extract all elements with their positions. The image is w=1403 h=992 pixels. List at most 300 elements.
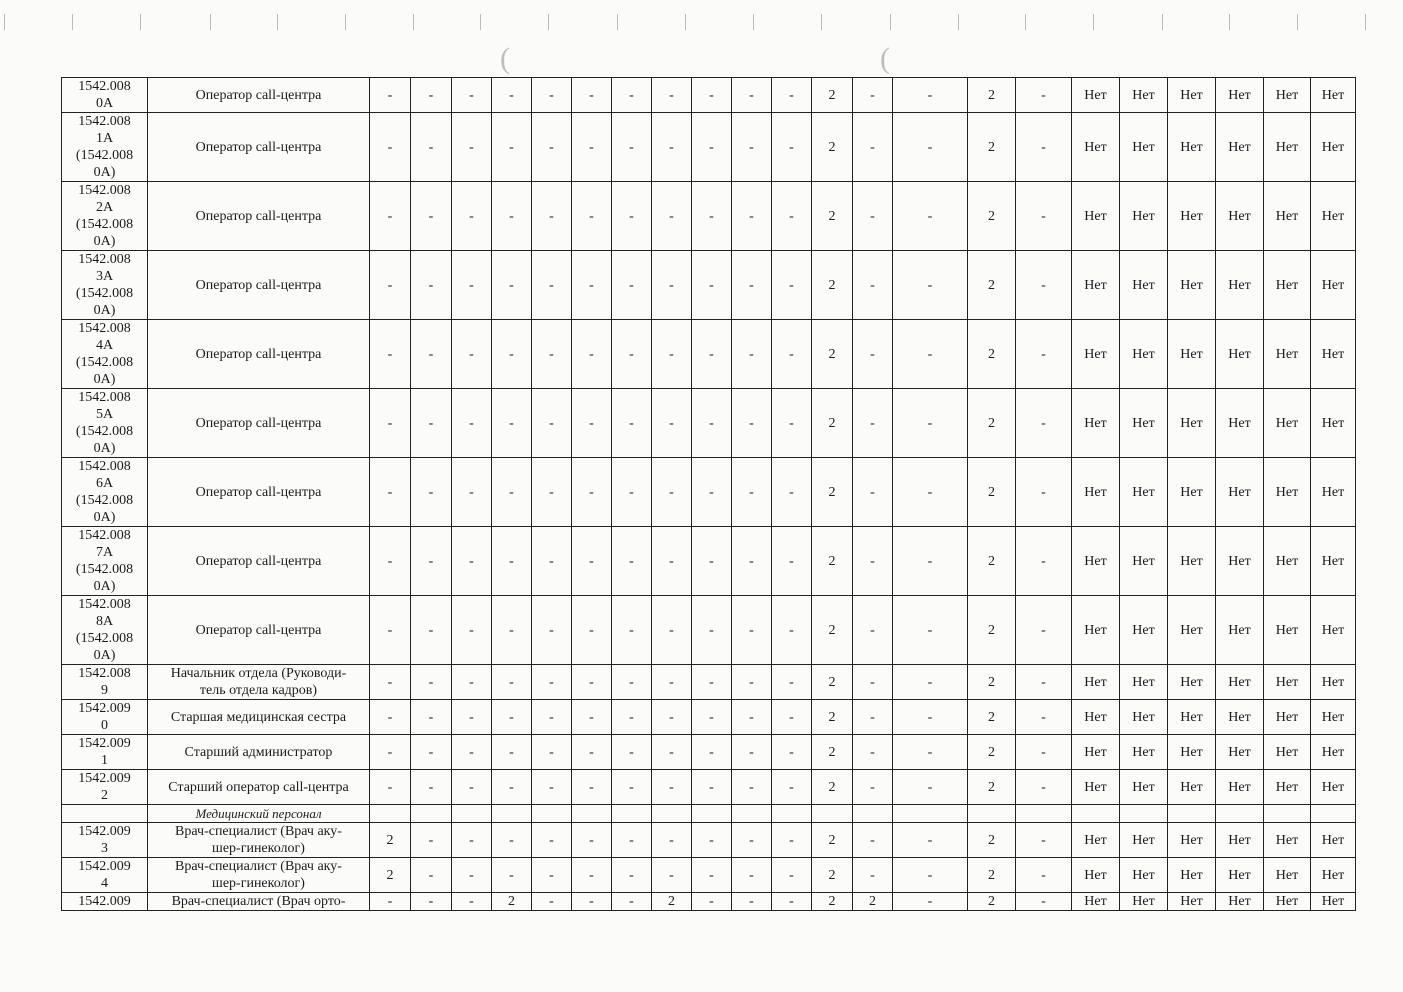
- class-value-cell: -: [612, 320, 652, 389]
- class-value-cell: -: [1016, 735, 1072, 770]
- class-value-cell: -: [572, 527, 612, 596]
- flag-cell: Нет: [1072, 823, 1120, 858]
- class-value-cell: -: [732, 458, 772, 527]
- class-value-cell: -: [572, 458, 612, 527]
- class-value-cell: -: [1016, 113, 1072, 182]
- row-position-name: Оператор call-центра: [148, 596, 370, 665]
- flag-cell: Нет: [1072, 893, 1120, 911]
- class-value-cell: -: [572, 320, 612, 389]
- class-value-cell: -: [411, 527, 452, 596]
- class-value-cell: -: [692, 893, 732, 911]
- flag-cell: Нет: [1264, 596, 1311, 665]
- class-value-cell: -: [1016, 182, 1072, 251]
- class-value-cell: -: [772, 113, 812, 182]
- scan-tick: [958, 14, 959, 30]
- flag-cell: Нет: [1168, 113, 1216, 182]
- class-value-cell: -: [452, 78, 492, 113]
- class-value-cell: -: [411, 78, 452, 113]
- class-value-cell: -: [1016, 458, 1072, 527]
- class-value-cell: -: [532, 389, 572, 458]
- class-value-cell: -: [452, 596, 492, 665]
- flag-cell: Нет: [1072, 182, 1120, 251]
- class-value-cell: -: [492, 78, 532, 113]
- class-value-cell: 2: [812, 665, 853, 700]
- table-row: [62, 320, 1356, 389]
- flag-cell: Нет: [1264, 823, 1311, 858]
- class-value-cell: -: [572, 700, 612, 735]
- class-value-cell: -: [652, 527, 692, 596]
- class-value-cell: -: [492, 700, 532, 735]
- flag-cell: Нет: [1168, 320, 1216, 389]
- class-value-cell: -: [772, 596, 812, 665]
- class-value-cell: -: [532, 770, 572, 805]
- flag-cell: Нет: [1216, 251, 1264, 320]
- flag-cell: Нет: [1120, 320, 1168, 389]
- row-code: 1542.008 0А: [62, 78, 148, 113]
- table-row: [62, 805, 1356, 823]
- class-value-cell: -: [652, 78, 692, 113]
- flag-cell: Нет: [1216, 458, 1264, 527]
- flag-cell: Нет: [1311, 735, 1356, 770]
- class-value-cell: -: [893, 182, 968, 251]
- class-value-cell: -: [612, 527, 652, 596]
- class-value-cell: -: [612, 596, 652, 665]
- flag-cell: Нет: [1311, 389, 1356, 458]
- empty-cell: [652, 805, 692, 823]
- class-value-cell: -: [411, 823, 452, 858]
- row-position-name: Начальник отдела (Руководи- тель отдела кадров): [148, 665, 370, 700]
- empty-cell: [1072, 805, 1120, 823]
- class-value-cell: -: [893, 770, 968, 805]
- row-position-name: Оператор call-центра: [148, 78, 370, 113]
- flag-cell: Нет: [1072, 596, 1120, 665]
- scan-tick: [345, 14, 346, 30]
- flag-cell: Нет: [1216, 665, 1264, 700]
- class-value-cell: -: [853, 527, 893, 596]
- scan-tick: [890, 14, 891, 30]
- class-value-cell: -: [1016, 389, 1072, 458]
- row-code: 1542.008 7А (1542.008 0А): [62, 527, 148, 596]
- class-value-cell: -: [692, 823, 732, 858]
- table-row: [62, 858, 1356, 893]
- flag-cell: Нет: [1120, 458, 1168, 527]
- flag-cell: Нет: [1264, 389, 1311, 458]
- class-value-cell: -: [411, 700, 452, 735]
- class-value-cell: -: [732, 596, 772, 665]
- flag-cell: Нет: [1216, 823, 1264, 858]
- class-value-cell: -: [652, 458, 692, 527]
- class-value-cell: 2: [968, 78, 1016, 113]
- class-value-cell: 2: [812, 389, 853, 458]
- class-value-cell: -: [532, 182, 572, 251]
- class-value-cell: -: [893, 823, 968, 858]
- class-value-cell: 2: [968, 823, 1016, 858]
- flag-cell: Нет: [1216, 735, 1264, 770]
- class-value-cell: -: [652, 251, 692, 320]
- class-value-cell: -: [772, 182, 812, 251]
- class-value-cell: 2: [968, 527, 1016, 596]
- class-value-cell: -: [853, 320, 893, 389]
- empty-cell: [1168, 805, 1216, 823]
- table-row: [62, 527, 1356, 596]
- flag-cell: Нет: [1072, 858, 1120, 893]
- class-value-cell: -: [452, 182, 492, 251]
- class-value-cell: 2: [812, 78, 853, 113]
- empty-cell: [1216, 805, 1264, 823]
- flag-cell: Нет: [1264, 735, 1311, 770]
- row-position-name: Оператор call-центра: [148, 113, 370, 182]
- class-value-cell: -: [612, 858, 652, 893]
- class-value-cell: -: [411, 858, 452, 893]
- class-value-cell: -: [452, 113, 492, 182]
- flag-cell: Нет: [1311, 527, 1356, 596]
- empty-cell: [572, 805, 612, 823]
- class-value-cell: -: [732, 182, 772, 251]
- class-value-cell: -: [532, 596, 572, 665]
- class-value-cell: 2: [812, 858, 853, 893]
- class-value-cell: -: [532, 113, 572, 182]
- class-value-cell: -: [692, 735, 732, 770]
- class-value-cell: -: [732, 251, 772, 320]
- flag-cell: Нет: [1264, 320, 1311, 389]
- flag-cell: Нет: [1216, 893, 1264, 911]
- table-row: [62, 700, 1356, 735]
- class-value-cell: -: [612, 700, 652, 735]
- row-position-name: Оператор call-центра: [148, 320, 370, 389]
- row-position-name: Врач-специалист (Врач орто-: [148, 893, 370, 911]
- class-value-cell: -: [732, 113, 772, 182]
- class-value-cell: -: [572, 665, 612, 700]
- class-value-cell: -: [370, 389, 411, 458]
- class-value-cell: -: [893, 858, 968, 893]
- flag-cell: Нет: [1120, 389, 1168, 458]
- row-code: 1542.008 3А (1542.008 0А): [62, 251, 148, 320]
- class-value-cell: -: [652, 389, 692, 458]
- class-value-cell: -: [853, 665, 893, 700]
- class-value-cell: -: [853, 458, 893, 527]
- class-value-cell: -: [772, 823, 812, 858]
- class-value-cell: -: [652, 113, 692, 182]
- scan-tick: [548, 14, 549, 30]
- class-value-cell: -: [853, 858, 893, 893]
- class-value-cell: -: [370, 700, 411, 735]
- class-value-cell: -: [572, 78, 612, 113]
- flag-cell: Нет: [1216, 320, 1264, 389]
- class-value-cell: -: [732, 770, 772, 805]
- flag-cell: Нет: [1168, 527, 1216, 596]
- row-position-name: Оператор call-центра: [148, 458, 370, 527]
- flag-cell: Нет: [1072, 389, 1120, 458]
- class-value-cell: -: [370, 320, 411, 389]
- class-value-cell: 2: [968, 596, 1016, 665]
- class-value-cell: -: [612, 893, 652, 911]
- class-value-cell: -: [652, 700, 692, 735]
- class-value-cell: 2: [652, 893, 692, 911]
- class-value-cell: 2: [968, 458, 1016, 527]
- flag-cell: Нет: [1311, 78, 1356, 113]
- row-position-name: Врач-специалист (Врач аку- шер-гинеколог): [148, 858, 370, 893]
- flag-cell: Нет: [1311, 182, 1356, 251]
- flag-cell: Нет: [1168, 251, 1216, 320]
- class-value-cell: -: [853, 182, 893, 251]
- flag-cell: Нет: [1216, 527, 1264, 596]
- scan-tick: [210, 14, 211, 30]
- flag-cell: Нет: [1120, 527, 1168, 596]
- flag-cell: Нет: [1216, 770, 1264, 805]
- class-value-cell: -: [612, 78, 652, 113]
- scan-tick: [1365, 14, 1366, 30]
- empty-cell: [411, 805, 452, 823]
- class-value-cell: -: [692, 251, 732, 320]
- class-value-cell: -: [1016, 78, 1072, 113]
- class-value-cell: -: [411, 389, 452, 458]
- class-value-cell: -: [1016, 770, 1072, 805]
- flag-cell: Нет: [1120, 823, 1168, 858]
- class-value-cell: -: [492, 770, 532, 805]
- class-value-cell: -: [732, 665, 772, 700]
- class-value-cell: -: [1016, 700, 1072, 735]
- class-value-cell: -: [452, 389, 492, 458]
- class-value-cell: -: [612, 389, 652, 458]
- flag-cell: Нет: [1311, 770, 1356, 805]
- flag-cell: Нет: [1120, 858, 1168, 893]
- class-value-cell: -: [572, 770, 612, 805]
- class-value-cell: 2: [968, 182, 1016, 251]
- flag-cell: Нет: [1120, 596, 1168, 665]
- class-value-cell: -: [853, 770, 893, 805]
- flag-cell: Нет: [1168, 858, 1216, 893]
- class-value-cell: 2: [968, 113, 1016, 182]
- class-value-cell: -: [772, 78, 812, 113]
- flag-cell: Нет: [1168, 458, 1216, 527]
- flag-cell: Нет: [1120, 893, 1168, 911]
- flag-cell: Нет: [1120, 770, 1168, 805]
- section-label: Медицинский персонал: [148, 805, 370, 823]
- flag-cell: Нет: [1072, 700, 1120, 735]
- class-value-cell: -: [452, 527, 492, 596]
- flag-cell: Нет: [1120, 735, 1168, 770]
- flag-cell: Нет: [1311, 113, 1356, 182]
- flag-cell: Нет: [1120, 251, 1168, 320]
- class-value-cell: -: [692, 858, 732, 893]
- class-value-cell: -: [1016, 823, 1072, 858]
- class-value-cell: -: [532, 823, 572, 858]
- flag-cell: Нет: [1120, 665, 1168, 700]
- scan-tick: [413, 14, 414, 30]
- row-position-name: Оператор call-центра: [148, 182, 370, 251]
- class-value-cell: -: [492, 251, 532, 320]
- class-value-cell: -: [692, 458, 732, 527]
- class-value-cell: -: [370, 893, 411, 911]
- class-value-cell: -: [732, 527, 772, 596]
- class-value-cell: 2: [812, 735, 853, 770]
- row-code: 1542.008 5А (1542.008 0А): [62, 389, 148, 458]
- flag-cell: Нет: [1168, 893, 1216, 911]
- class-value-cell: -: [612, 770, 652, 805]
- table-row: [62, 182, 1356, 251]
- row-code: 1542.009 0: [62, 700, 148, 735]
- row-position-name: Оператор call-центра: [148, 251, 370, 320]
- empty-cell: [812, 805, 853, 823]
- class-value-cell: -: [452, 665, 492, 700]
- class-value-cell: -: [370, 458, 411, 527]
- flag-cell: Нет: [1072, 770, 1120, 805]
- class-value-cell: -: [452, 858, 492, 893]
- flag-cell: Нет: [1120, 113, 1168, 182]
- class-value-cell: -: [772, 389, 812, 458]
- flag-cell: Нет: [1311, 858, 1356, 893]
- class-value-cell: -: [370, 182, 411, 251]
- class-value-cell: -: [492, 113, 532, 182]
- class-value-cell: -: [612, 251, 652, 320]
- class-value-cell: -: [492, 858, 532, 893]
- class-value-cell: -: [893, 596, 968, 665]
- class-value-cell: -: [692, 389, 732, 458]
- flag-cell: Нет: [1072, 458, 1120, 527]
- class-value-cell: -: [772, 735, 812, 770]
- class-value-cell: -: [1016, 251, 1072, 320]
- class-value-cell: -: [772, 858, 812, 893]
- flag-cell: Нет: [1120, 182, 1168, 251]
- flag-cell: Нет: [1311, 596, 1356, 665]
- flag-cell: Нет: [1311, 700, 1356, 735]
- class-value-cell: -: [532, 78, 572, 113]
- class-value-cell: -: [492, 320, 532, 389]
- class-value-cell: -: [370, 113, 411, 182]
- class-value-cell: -: [692, 596, 732, 665]
- flag-cell: Нет: [1264, 182, 1311, 251]
- table-row: [62, 389, 1356, 458]
- flag-cell: Нет: [1311, 458, 1356, 527]
- row-code: 1542.009 1: [62, 735, 148, 770]
- flag-cell: Нет: [1120, 700, 1168, 735]
- class-value-cell: -: [652, 858, 692, 893]
- class-value-cell: -: [411, 113, 452, 182]
- class-value-cell: -: [692, 665, 732, 700]
- flag-cell: Нет: [1216, 113, 1264, 182]
- class-value-cell: -: [572, 893, 612, 911]
- flag-cell: Нет: [1168, 770, 1216, 805]
- class-value-cell: -: [732, 893, 772, 911]
- flag-cell: Нет: [1168, 389, 1216, 458]
- class-value-cell: -: [772, 770, 812, 805]
- scan-artifacts: [0, 14, 1403, 44]
- flag-cell: Нет: [1264, 893, 1311, 911]
- row-code: 1542.009 2: [62, 770, 148, 805]
- class-value-cell: -: [772, 665, 812, 700]
- class-value-cell: 2: [370, 823, 411, 858]
- class-value-cell: -: [853, 389, 893, 458]
- table-row: [62, 770, 1356, 805]
- class-value-cell: -: [692, 78, 732, 113]
- class-value-cell: -: [853, 700, 893, 735]
- empty-cell: [732, 805, 772, 823]
- class-value-cell: -: [732, 389, 772, 458]
- class-value-cell: -: [1016, 320, 1072, 389]
- class-value-cell: -: [452, 251, 492, 320]
- table-row: [62, 823, 1356, 858]
- class-value-cell: 2: [812, 113, 853, 182]
- class-value-cell: 2: [812, 700, 853, 735]
- class-value-cell: -: [492, 596, 532, 665]
- class-value-cell: -: [853, 251, 893, 320]
- class-value-cell: -: [411, 458, 452, 527]
- class-value-cell: -: [612, 113, 652, 182]
- class-value-cell: 2: [968, 251, 1016, 320]
- class-value-cell: 2: [853, 893, 893, 911]
- flag-cell: Нет: [1264, 251, 1311, 320]
- class-value-cell: -: [370, 596, 411, 665]
- class-value-cell: -: [893, 78, 968, 113]
- row-code: 1542.008 6А (1542.008 0А): [62, 458, 148, 527]
- scan-tick: [1297, 14, 1298, 30]
- flag-cell: Нет: [1264, 78, 1311, 113]
- class-value-cell: -: [612, 665, 652, 700]
- flag-cell: Нет: [1264, 770, 1311, 805]
- class-value-cell: -: [893, 458, 968, 527]
- empty-cell: [370, 805, 411, 823]
- class-value-cell: -: [1016, 596, 1072, 665]
- class-value-cell: -: [612, 823, 652, 858]
- class-value-cell: 2: [812, 596, 853, 665]
- class-value-cell: -: [893, 527, 968, 596]
- class-value-cell: -: [370, 78, 411, 113]
- class-value-cell: 2: [812, 770, 853, 805]
- class-value-cell: -: [411, 665, 452, 700]
- class-value-cell: -: [732, 858, 772, 893]
- class-value-cell: -: [612, 182, 652, 251]
- class-value-cell: -: [370, 735, 411, 770]
- class-value-cell: -: [692, 700, 732, 735]
- class-value-cell: 2: [812, 251, 853, 320]
- flag-cell: Нет: [1072, 320, 1120, 389]
- class-value-cell: -: [370, 665, 411, 700]
- class-value-cell: 2: [968, 770, 1016, 805]
- class-value-cell: -: [893, 389, 968, 458]
- class-value-cell: -: [893, 665, 968, 700]
- class-value-cell: -: [1016, 893, 1072, 911]
- staff-conditions-table: [61, 77, 1356, 911]
- flag-cell: Нет: [1168, 700, 1216, 735]
- class-value-cell: 2: [968, 700, 1016, 735]
- class-value-cell: 2: [968, 735, 1016, 770]
- class-value-cell: -: [492, 665, 532, 700]
- class-value-cell: -: [893, 113, 968, 182]
- row-code: 1542.008 2А (1542.008 0А): [62, 182, 148, 251]
- empty-cell: [853, 805, 893, 823]
- class-value-cell: -: [692, 320, 732, 389]
- flag-cell: Нет: [1168, 78, 1216, 113]
- row-code: 1542.009 3: [62, 823, 148, 858]
- class-value-cell: -: [411, 735, 452, 770]
- flag-cell: Нет: [1168, 596, 1216, 665]
- class-value-cell: -: [370, 527, 411, 596]
- flag-cell: Нет: [1216, 700, 1264, 735]
- scan-paren-left: (: [500, 42, 510, 75]
- class-value-cell: -: [853, 596, 893, 665]
- class-value-cell: -: [652, 596, 692, 665]
- class-value-cell: -: [532, 665, 572, 700]
- class-value-cell: -: [772, 700, 812, 735]
- scan-tick: [821, 14, 822, 30]
- class-value-cell: -: [411, 596, 452, 665]
- class-value-cell: 2: [968, 665, 1016, 700]
- flag-cell: Нет: [1264, 527, 1311, 596]
- scan-tick: [753, 14, 754, 30]
- class-value-cell: -: [893, 251, 968, 320]
- class-value-cell: -: [492, 735, 532, 770]
- flag-cell: Нет: [1120, 78, 1168, 113]
